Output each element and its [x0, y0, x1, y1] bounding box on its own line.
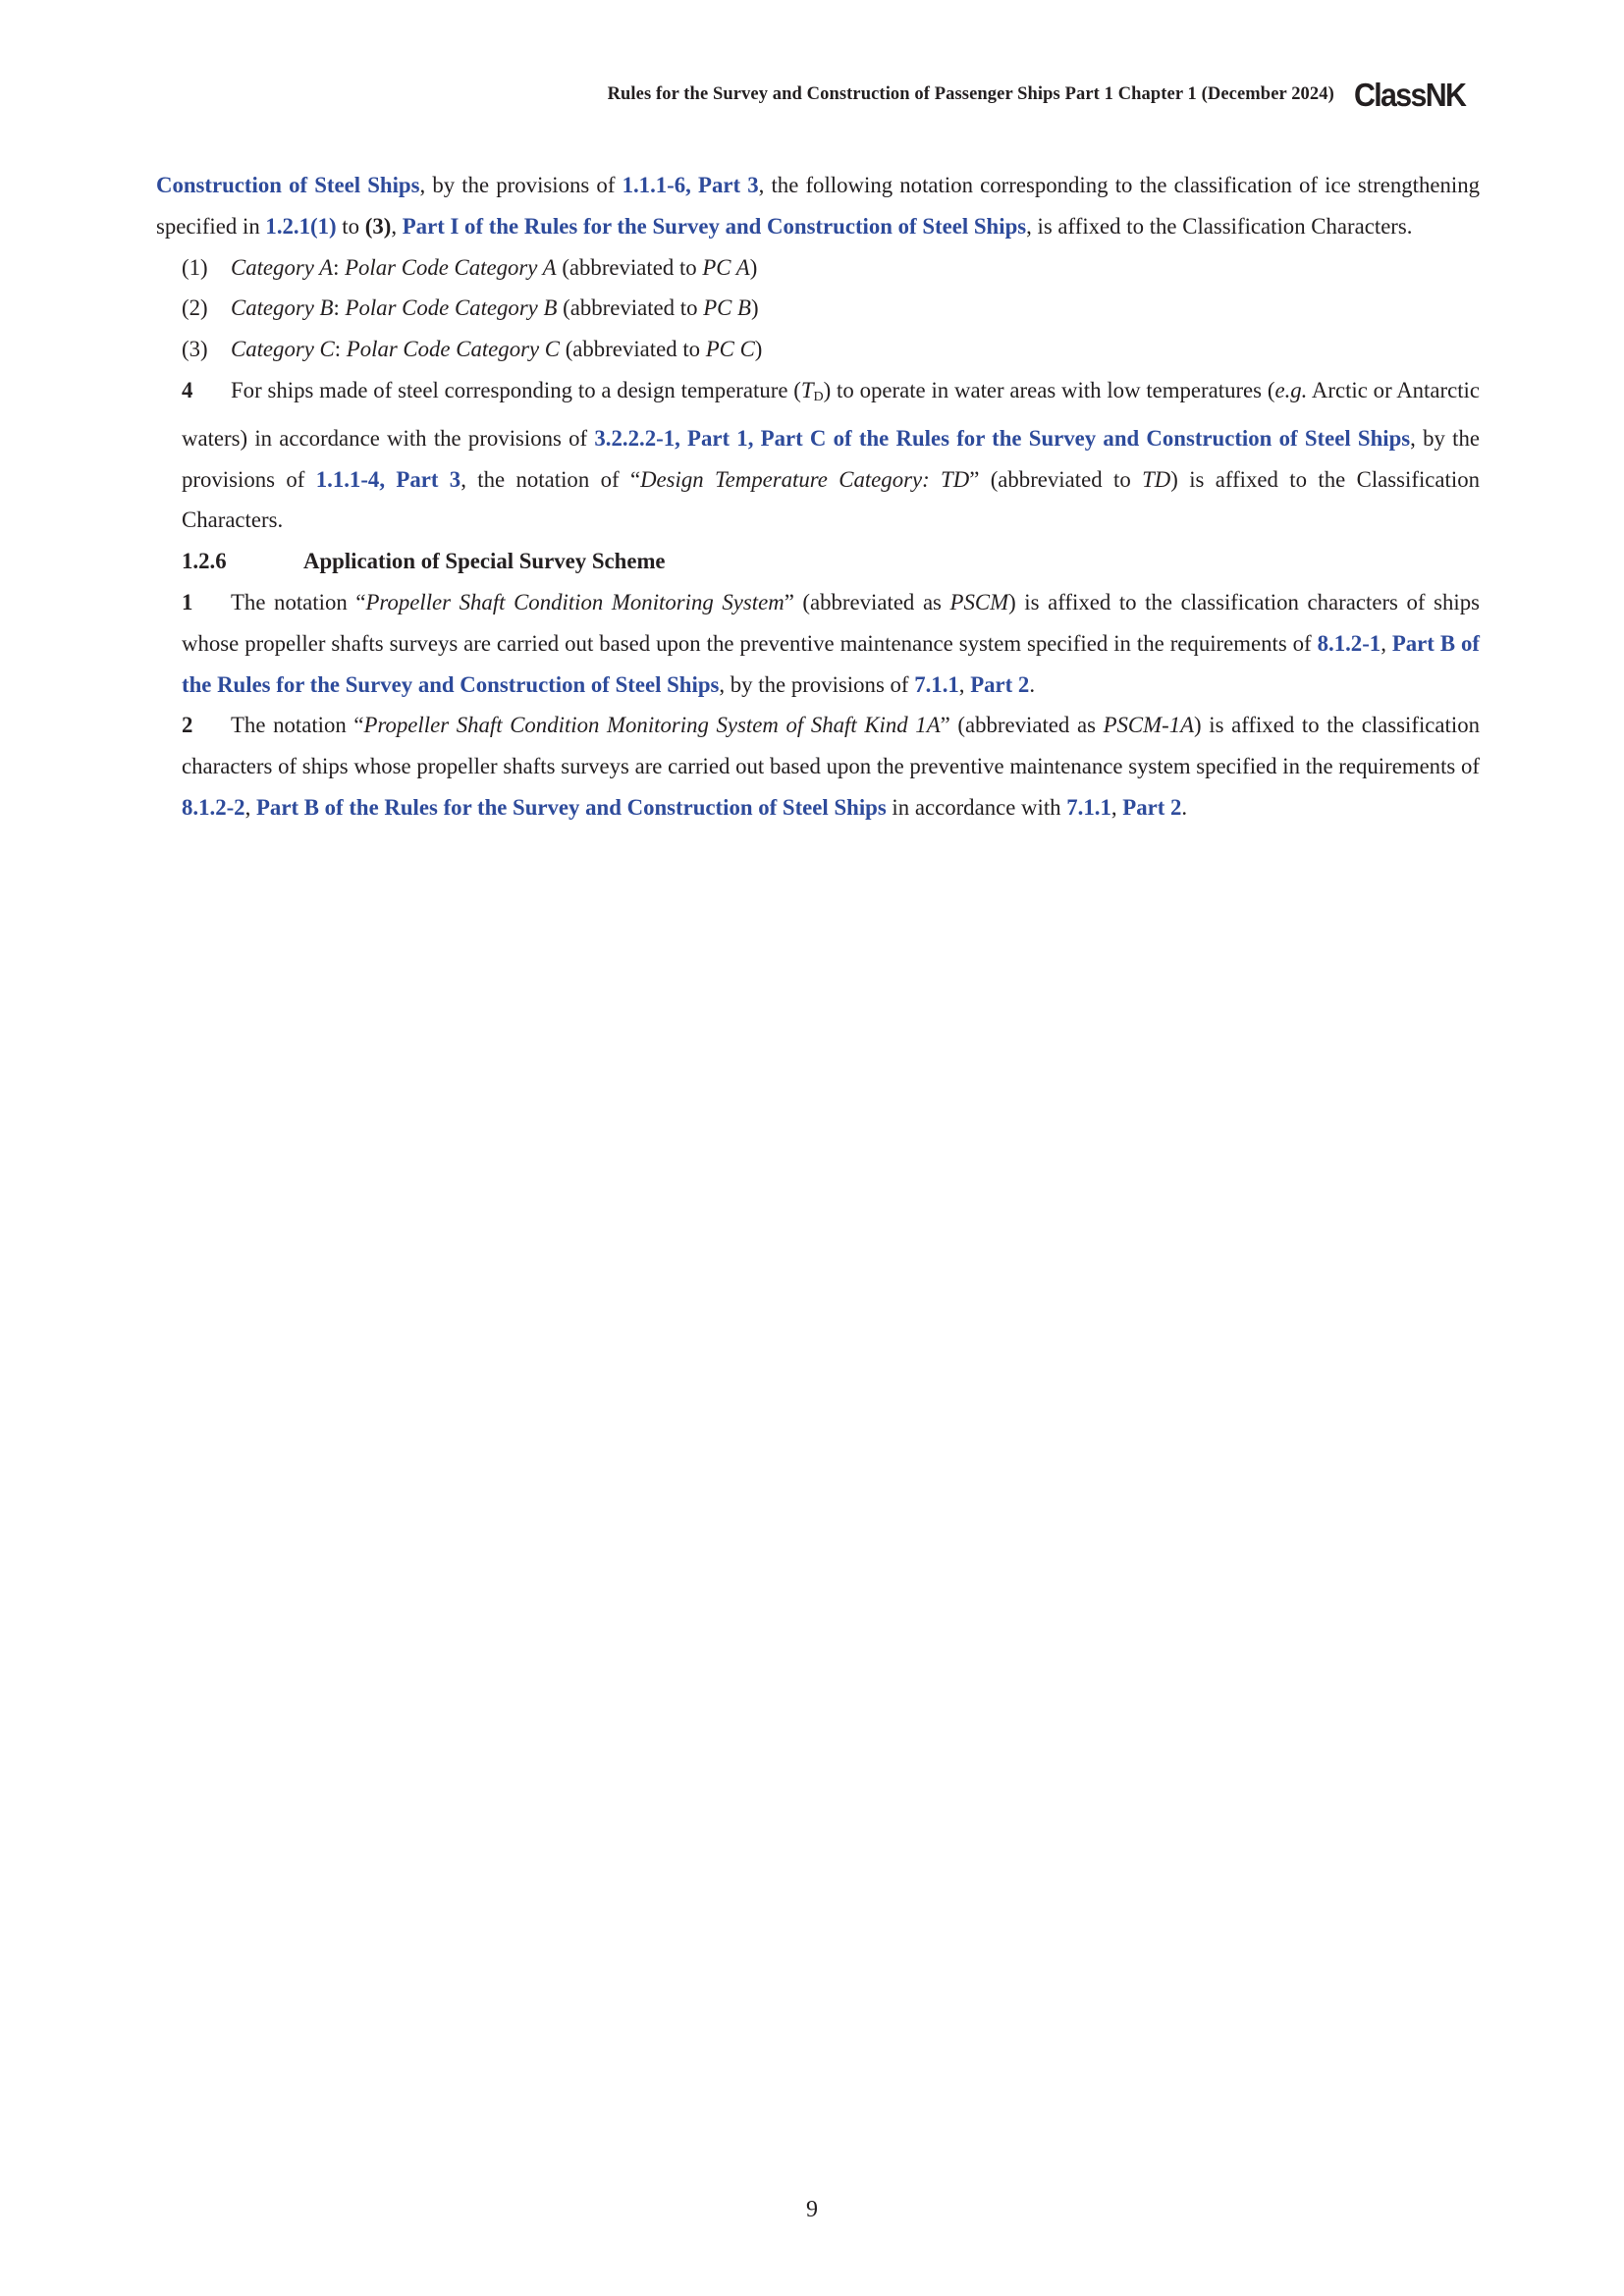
- symbol-subscript: D: [813, 389, 824, 404]
- category-name: Category C: [231, 337, 335, 362]
- list-number: (3): [182, 337, 208, 362]
- text-segment: (abbreviated to: [560, 337, 706, 362]
- link-1-1-1-4-part3[interactable]: 1.1.1-4, Part 3: [315, 466, 461, 492]
- section-title: Application of Special Survey Scheme: [303, 549, 666, 574]
- page-number: 9: [806, 2197, 818, 2222]
- text-segment: ” (abbreviated as: [784, 589, 950, 614]
- link-7-1-1[interactable]: 7.1.1: [914, 671, 959, 697]
- text-segment: :: [334, 337, 347, 362]
- list-number: (1): [182, 254, 208, 280]
- text-segment: ,: [1380, 630, 1392, 656]
- abbreviation: PSCM-1A: [1103, 713, 1195, 738]
- list-number: (2): [182, 295, 208, 321]
- symbol-t: T: [800, 377, 814, 402]
- section-number: 1.2.6: [182, 549, 227, 574]
- text-segment: .: [1181, 794, 1188, 820]
- text-segment: The notation “: [231, 589, 366, 614]
- link-7-1-1[interactable]: 7.1.1: [1066, 794, 1111, 820]
- text-segment: ” (abbreviated to: [969, 466, 1143, 492]
- text-segment: The notation “: [231, 713, 364, 738]
- paragraph-number: 4: [182, 377, 193, 402]
- link-steel-ships-rules[interactable]: Construction of Steel Ships: [156, 173, 420, 197]
- link-part-2[interactable]: Part 2: [1122, 794, 1182, 820]
- text-segment: ) to operate in water areas with low temperatures (: [823, 377, 1275, 402]
- text-segment: , by the provisions of: [719, 671, 915, 697]
- page-header: [608, 79, 1475, 111]
- document-title: Rules for the Survey and Construction of Passenger Ships Part 1 Chapter 1 (December 2024): [607, 84, 1334, 104]
- notation-italic: Design Temperature Category: TD: [640, 466, 970, 492]
- text-segment: , by the provisions of: [419, 173, 623, 197]
- text-segment: ): [754, 337, 763, 362]
- notation-italic: Propeller Shaft Condition Monitoring System: [365, 589, 785, 614]
- text-segment: (abbreviated to: [556, 254, 703, 280]
- text-segment: , the notation of “: [460, 466, 641, 492]
- text-segment: ) is affixed to the classification characters of ships whose propeller shafts surveys are carried out based upon the preventive maintenance system specified in the requirements of: [182, 713, 1480, 779]
- abbreviation: PC B: [703, 295, 751, 321]
- list-item-polar-b: [156, 288, 1480, 329]
- text-segment: (abbreviated to: [557, 295, 704, 321]
- link-part-i-steel-ships[interactable]: Part I of the Rules for the Survey and Construction of Steel Ships: [402, 213, 1027, 239]
- paragraph-number: 1: [182, 589, 193, 614]
- paragraph-4-design-temperature: [156, 370, 1480, 541]
- list-item-polar-a: [156, 247, 1480, 289]
- abbreviation: PSCM: [949, 589, 1009, 614]
- eg-italic: e.g.: [1274, 377, 1308, 402]
- classnk-logo: ClassNK: [1353, 77, 1466, 113]
- text-segment: , by the provisions of: [182, 425, 1480, 492]
- text-segment: ,: [1110, 794, 1123, 820]
- text-segment: , is affixed to the Classification Characters.: [1026, 213, 1413, 239]
- notation-italic: Propeller Shaft Condition Monitoring System of Shaft Kind 1A: [363, 713, 941, 738]
- text-segment: ) is affixed to the Classification Characters.: [182, 466, 1480, 533]
- link-part-2[interactable]: Part 2: [970, 671, 1030, 697]
- link-1-2-1-1[interactable]: 1.2.1(1): [265, 213, 337, 239]
- link-1-1-1-6-part3[interactable]: 1.1.1-6, Part 3: [622, 173, 759, 197]
- category-name: Category A: [231, 254, 334, 280]
- paragraph-number: 2: [182, 713, 193, 738]
- text-segment: ,: [391, 213, 403, 239]
- text-segment: For ships made of steel corresponding to a design temperature (: [231, 377, 801, 402]
- text-segment: ,: [244, 794, 256, 820]
- text-segment: .: [1029, 671, 1036, 697]
- abbreviation: TD: [1142, 466, 1171, 492]
- link-8-1-2-1[interactable]: 8.1.2-1: [1317, 630, 1381, 656]
- text-segment: , the following notation corresponding to the classification of ice strengthening specified in: [156, 173, 1480, 239]
- abbreviation: PC C: [705, 337, 755, 362]
- paragraph-1-pscm: [156, 582, 1480, 705]
- text-segment: :: [333, 254, 346, 280]
- text-segment: ): [750, 295, 759, 321]
- text-segment: ,: [958, 671, 971, 697]
- polar-code-category: Polar Code Category B: [345, 295, 558, 321]
- polar-code-category: Polar Code Category C: [346, 337, 560, 362]
- paragraph-ice-class-continued: [156, 165, 1480, 247]
- list-item-polar-c: [156, 329, 1480, 370]
- text-segment: ) is affixed to the classification characters of ships whose propeller shafts surveys are carried out based upon the preventive maintenance system specified in the requirements of: [182, 589, 1480, 656]
- link-3-2-2-2-1-part-c[interactable]: 3.2.2.2-1, Part 1, Part C of the Rules for the Survey and Construction of Steel Ships: [594, 425, 1411, 451]
- text-segment: to: [336, 213, 365, 239]
- text-segment: :: [333, 295, 346, 321]
- document-body: [156, 165, 1480, 828]
- text-segment: in accordance with: [886, 794, 1067, 820]
- category-name: Category B: [231, 295, 334, 321]
- text-segment: Arctic or Antarctic waters) in accordance with the provisions of: [182, 377, 1481, 451]
- link-8-1-2-2[interactable]: 8.1.2-2: [182, 794, 245, 820]
- paragraph-2-pscm-1a: [156, 705, 1480, 828]
- abbreviation: PC A: [702, 254, 750, 280]
- bold-ref: (3): [364, 213, 392, 239]
- text-segment: ” (abbreviated as: [940, 713, 1104, 738]
- text-segment: ): [749, 254, 758, 280]
- section-heading: [156, 541, 1480, 582]
- link-part-b-steel-ships[interactable]: Part B of the Rules for the Survey and Construction of Steel Ships: [182, 630, 1480, 697]
- link-part-b-steel-ships[interactable]: Part B of the Rules for the Survey and Construction of Steel Ships: [256, 794, 887, 820]
- polar-code-category: Polar Code Category A: [345, 254, 557, 280]
